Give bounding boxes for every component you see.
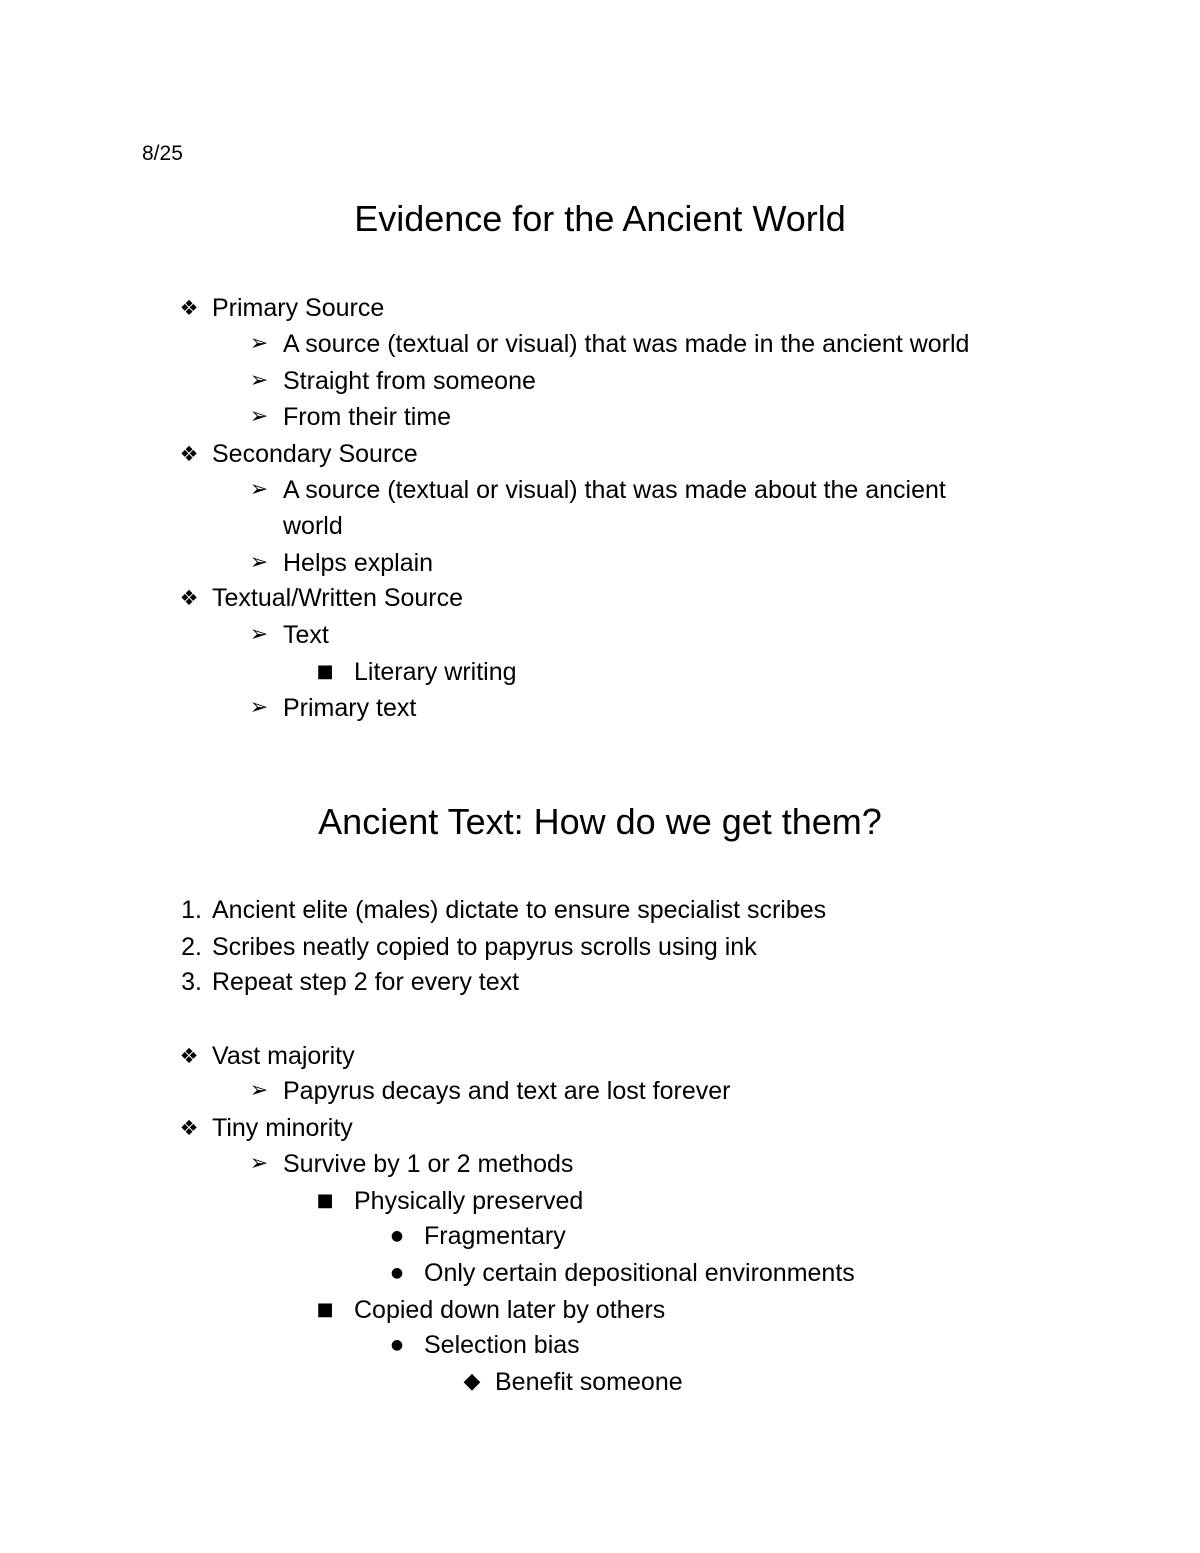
- bullet-primary-source: Primary Source: [212, 294, 385, 322]
- list-item: A source (textual or visual) that was made about the ancient: [283, 476, 946, 504]
- bullet-dot-icon: ●: [390, 1265, 404, 1281]
- list-item-continuation: world: [283, 512, 343, 540]
- bullet-star-icon: ❖: [179, 442, 199, 466]
- bullet-star-icon: ❖: [179, 586, 199, 610]
- list-item: Survive by 1 or 2 methods: [283, 1150, 574, 1178]
- bullet-arrow-icon: ➢: [249, 622, 269, 647]
- section-title-evidence: Evidence for the Ancient World: [354, 198, 846, 239]
- list-item: Selection bias: [424, 1331, 580, 1359]
- bullet-dot-icon: ●: [390, 1337, 404, 1353]
- date-label: 8/25: [142, 142, 183, 165]
- bullet-arrow-icon: ➢: [249, 404, 269, 429]
- list-item: Papyrus decays and text are lost forever: [283, 1077, 731, 1105]
- list-item: Primary text: [283, 694, 417, 722]
- step-number: 2.: [181, 933, 202, 961]
- bullet-arrow-icon: ➢: [249, 331, 269, 356]
- list-item: From their time: [283, 403, 452, 431]
- bullet-star-icon: ❖: [179, 296, 199, 320]
- bullet-star-icon: ❖: [179, 1044, 199, 1068]
- list-item: A source (textual or visual) that was made in the ancient world: [283, 330, 970, 358]
- section-title-ancient-text: Ancient Text: How do we get them?: [318, 801, 882, 842]
- bullet-star-icon: ❖: [179, 1116, 199, 1140]
- list-item: Text: [283, 621, 329, 649]
- list-item: Copied down later by others: [354, 1296, 666, 1324]
- bullet-arrow-icon: ➢: [249, 1151, 269, 1176]
- numbered-step: Repeat step 2 for every text: [212, 968, 520, 996]
- numbered-step: Ancient elite (males) dictate to ensure specialist scribes: [212, 896, 827, 924]
- bullet-vast-majority: Vast majority: [212, 1042, 355, 1070]
- list-item: Helps explain: [283, 549, 434, 577]
- bullet-diamond-icon: ◆: [463, 1369, 481, 1394]
- bullet-arrow-icon: ➢: [249, 1078, 269, 1103]
- bullet-square-icon: ■: [316, 661, 334, 682]
- numbered-step: Scribes neatly copied to papyrus scrolls using ink: [212, 933, 757, 961]
- bullet-arrow-icon: ➢: [249, 368, 269, 393]
- list-item: Only certain depositional environments: [424, 1259, 855, 1287]
- step-number: 3.: [181, 968, 202, 996]
- bullet-arrow-icon: ➢: [249, 695, 269, 720]
- bullet-dot-icon: ●: [390, 1228, 404, 1244]
- bullet-arrow-icon: ➢: [249, 477, 269, 502]
- bullet-square-icon: ■: [316, 1190, 334, 1211]
- bullet-textual-source: Textual/Written Source: [212, 584, 464, 612]
- bullet-square-icon: ■: [316, 1299, 334, 1320]
- list-item: Benefit someone: [495, 1368, 683, 1396]
- bullet-tiny-minority: Tiny minority: [212, 1114, 353, 1142]
- step-number: 1.: [181, 896, 202, 924]
- list-item: Fragmentary: [424, 1222, 566, 1250]
- list-item: Physically preserved: [354, 1187, 584, 1215]
- list-item: Literary writing: [354, 658, 517, 686]
- list-item: Straight from someone: [283, 367, 536, 395]
- bullet-secondary-source: Secondary Source: [212, 440, 418, 468]
- bullet-arrow-icon: ➢: [249, 550, 269, 575]
